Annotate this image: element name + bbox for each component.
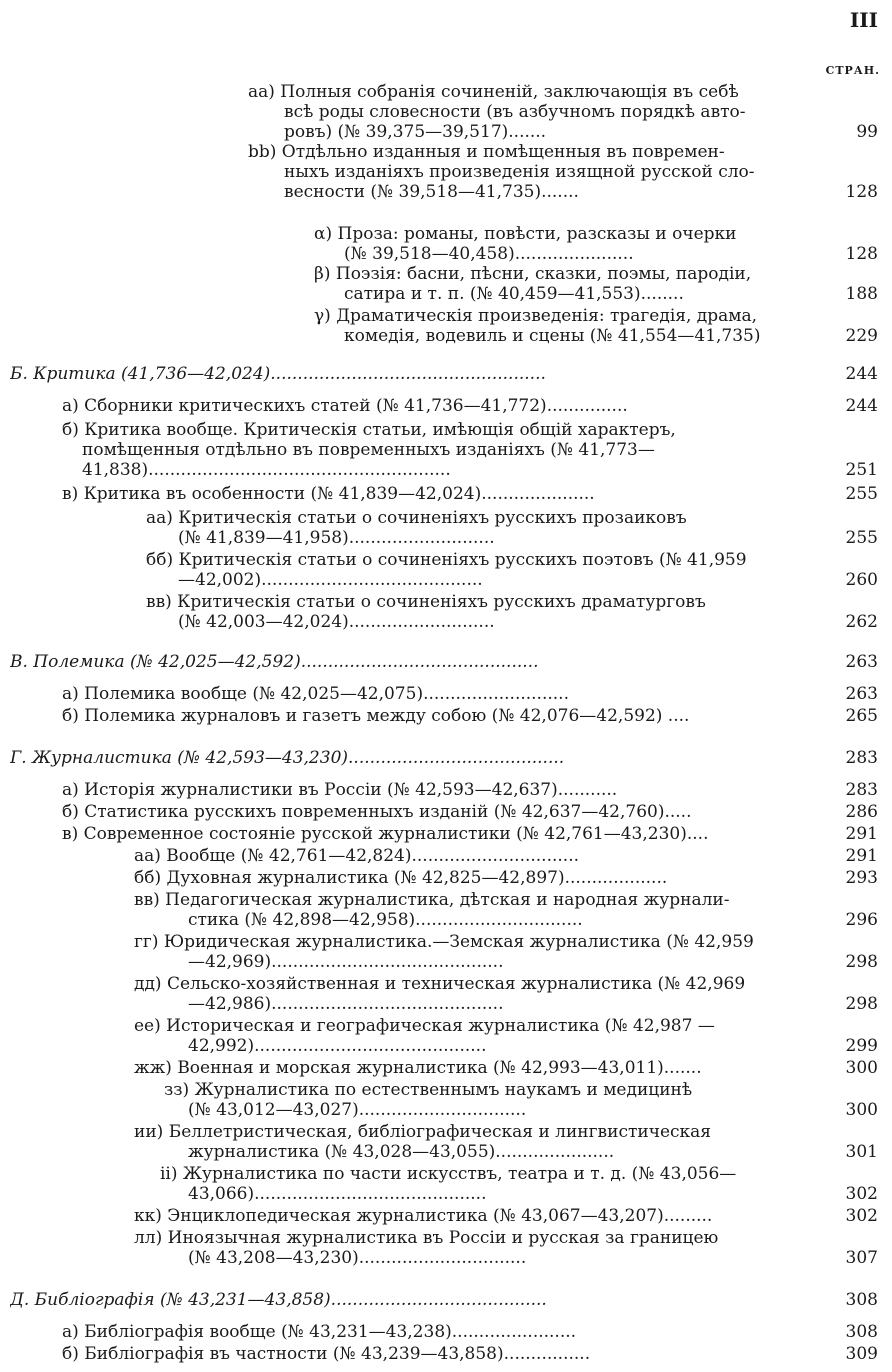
toc-entry-page: 251 bbox=[845, 460, 878, 480]
toc-entry-text: бб) Критическія статьи о сочиненіяхъ русскихъ поэтовъ (№ 41,959 bbox=[146, 550, 747, 570]
toc-entry-page: 291 bbox=[845, 846, 878, 866]
toc-entry-page: 99 bbox=[856, 122, 878, 142]
toc-entry-text: б) Критика вообще. Критическія статьи, имѣющія общій характеръ, bbox=[62, 420, 676, 440]
toc-entry bbox=[0, 868, 892, 888]
toc-entry bbox=[0, 1164, 892, 1204]
toc-entry-text: а) Библіографія вообще (№ 43,231—43,238)....................... bbox=[62, 1322, 577, 1342]
toc-entry-page: 128 bbox=[845, 244, 878, 264]
toc-entry bbox=[0, 1058, 892, 1078]
toc-entry-page: 309 bbox=[845, 1344, 878, 1364]
toc-entry-text: (№ 43,208—43,230)............................... bbox=[188, 1248, 527, 1268]
toc-entry-text: 42,992)........................................... bbox=[188, 1036, 487, 1056]
toc-entry-text: —42,986)........................................... bbox=[188, 994, 504, 1014]
page-number: III bbox=[849, 8, 878, 32]
toc-entry bbox=[0, 748, 892, 768]
toc-entry-text: комедія, водевиль и сцены (№ 41,554—41,735) bbox=[344, 326, 761, 346]
toc-entry-text: б) Статистика русскихъ повременныхъ изданій (№ 42,637—42,760)..... bbox=[62, 802, 692, 822]
toc-entry-text: в) Критика въ особенности (№ 41,839—42,024)..................... bbox=[62, 484, 595, 504]
toc-entry-page: 286 bbox=[845, 802, 878, 822]
toc-entry-page: 263 bbox=[845, 652, 878, 672]
toc-entry-text: вв) Педагогическая журналистика, дѣтская и народная журнали- bbox=[134, 890, 730, 910]
toc-entry bbox=[0, 1344, 892, 1364]
toc-entry-page: 298 bbox=[845, 952, 878, 972]
toc-entry-page: 296 bbox=[845, 910, 878, 930]
toc-entry bbox=[0, 932, 892, 972]
toc-entry bbox=[0, 652, 892, 672]
toc-entry-page: 263 bbox=[845, 684, 878, 704]
toc-entry-text: дд) Сельско-хозяйственная и техническая журналистика (№ 42,969 bbox=[134, 974, 746, 994]
toc-entry-page: 283 bbox=[845, 780, 878, 800]
toc-entry bbox=[0, 224, 892, 264]
toc-entry-text: аа) Полныя собранія сочиненій, заключающія въ себѣ bbox=[248, 82, 739, 102]
toc-entry-text: кк) Энциклопедическая журналистика (№ 43,067—43,207)......... bbox=[134, 1206, 713, 1226]
toc-entry bbox=[0, 306, 892, 346]
toc-entry-text: Г. Журналистика (№ 42,593—43,230)........................................ bbox=[10, 748, 565, 768]
toc-entry-page: 301 bbox=[845, 1142, 878, 1162]
toc-entry-page: 265 bbox=[845, 706, 878, 726]
toc-entry bbox=[0, 142, 892, 202]
toc-entry-text: γ) Драматическія произведенія: трагедія, драма, bbox=[314, 306, 758, 326]
toc-entry bbox=[0, 890, 892, 930]
toc-entry-page: 244 bbox=[845, 396, 878, 416]
toc-entry-text: зз) Журналистика по естественнымъ наукамъ и медицинѣ bbox=[164, 1080, 693, 1100]
toc-entry bbox=[0, 82, 892, 142]
toc-entry-text: 43,066)........................................... bbox=[188, 1184, 487, 1204]
toc-entry bbox=[0, 706, 892, 726]
toc-entry bbox=[0, 974, 892, 1014]
toc-entry-page: 244 bbox=[845, 364, 878, 384]
toc-entry-page: 255 bbox=[845, 484, 878, 504]
toc-entry-text: Д. Библіографія (№ 43,231—43,858)........................................ bbox=[10, 1290, 547, 1310]
toc-entry-text: (№ 41,839—41,958)........................... bbox=[178, 528, 495, 548]
toc-entry bbox=[0, 420, 892, 480]
toc-entry bbox=[0, 802, 892, 822]
toc-entry-page: 298 bbox=[845, 994, 878, 1014]
toc-entry bbox=[0, 1016, 892, 1056]
toc-entry-page: 229 bbox=[845, 326, 878, 346]
toc-entry-text: аа) Критическія статьи о сочиненіяхъ русскихъ прозаиковъ bbox=[146, 508, 687, 528]
toc-entry bbox=[0, 780, 892, 800]
toc-entry-text: всѣ роды словесности (въ азбучномъ порядкѣ авто- bbox=[284, 102, 746, 122]
toc-entry-text: вв) Критическія статьи о сочиненіяхъ русскихъ драматурговъ bbox=[146, 592, 706, 612]
toc-entry-page: 291 bbox=[845, 824, 878, 844]
toc-entry-text: (№ 43,012—43,027)............................... bbox=[188, 1100, 527, 1120]
toc-entry bbox=[0, 846, 892, 866]
toc-entry bbox=[0, 1290, 892, 1310]
toc-entry bbox=[0, 1228, 892, 1268]
toc-entry-page: 255 bbox=[845, 528, 878, 548]
toc-entry bbox=[0, 508, 892, 548]
page-column-label: СТРАН. bbox=[825, 64, 880, 77]
toc-entry-page: 188 bbox=[845, 284, 878, 304]
toc-entry bbox=[0, 264, 892, 304]
toc-entry-text: весности (№ 39,518—41,735)....... bbox=[284, 182, 579, 202]
toc-entry-page: 302 bbox=[845, 1184, 878, 1204]
toc-entry bbox=[0, 364, 892, 384]
toc-entry-page: 308 bbox=[845, 1322, 878, 1342]
toc-entry-page: 300 bbox=[845, 1058, 878, 1078]
toc-entry-text: ii) Журналистика по части искусствъ, театра и т. д. (№ 43,056— bbox=[160, 1164, 737, 1184]
toc-entry-text: журналистика (№ 43,028—43,055)...................... bbox=[188, 1142, 615, 1162]
toc-entry-text: —42,002)......................................... bbox=[178, 570, 483, 590]
toc-entry-page: 283 bbox=[845, 748, 878, 768]
toc-entry-text: —42,969)........................................... bbox=[188, 952, 504, 972]
toc-entry bbox=[0, 824, 892, 844]
toc-entry-text: аа) Вообще (№ 42,761—42,824)............................... bbox=[134, 846, 580, 866]
toc-entry-text: ии) Беллетристическая, библіографическая и лингвистическая bbox=[134, 1122, 712, 1142]
toc-entry-text: а) Исторія журналистики въ Россіи (№ 42,593—42,637)........... bbox=[62, 780, 618, 800]
toc-entry bbox=[0, 484, 892, 504]
toc-entry-text: лл) Иноязычная журналистика въ Россіи и русская за границею bbox=[134, 1228, 719, 1248]
toc-entry-text: жж) Военная и морская журналистика (№ 42,993—43,011)....... bbox=[134, 1058, 702, 1078]
toc-entry-text: (№ 39,518—40,458)...................... bbox=[344, 244, 634, 264]
toc-entry bbox=[0, 684, 892, 704]
toc-entry-text: б) Библіографія въ частности (№ 43,239—43,858)................ bbox=[62, 1344, 591, 1364]
toc-entry-text: bb) Отдѣльно изданныя и помѣщенныя въ повремен- bbox=[248, 142, 725, 162]
toc-entry-page: 293 bbox=[845, 868, 878, 888]
toc-entry bbox=[0, 550, 892, 590]
toc-entry-page: 128 bbox=[845, 182, 878, 202]
toc-entry-text: ее) Историческая и географическая журналистика (№ 42,987 — bbox=[134, 1016, 715, 1036]
toc-entry bbox=[0, 1206, 892, 1226]
toc-entry-text: β) Поэзія: басни, пѣсни, сказки, поэмы, пародіи, bbox=[314, 264, 752, 284]
toc-entry-text: α) Проза: романы, повѣсти, разсказы и очерки bbox=[314, 224, 737, 244]
toc-entry-text: помѣщенныя отдѣльно въ повременныхъ изданіяхъ (№ 41,773— bbox=[82, 440, 655, 460]
toc-entry-text: бб) Духовная журналистика (№ 42,825—42,897)................... bbox=[134, 868, 668, 888]
toc-entry-page: 262 bbox=[845, 612, 878, 632]
toc-entry-text: ныхъ изданіяхъ произведенія изящной русской сло- bbox=[284, 162, 755, 182]
toc-entry bbox=[0, 396, 892, 416]
toc-entry-text: стика (№ 42,898—42,958)............................... bbox=[188, 910, 583, 930]
toc-entry-page: 300 bbox=[845, 1100, 878, 1120]
toc-entry-text: 41,838)........................................................ bbox=[82, 460, 451, 480]
toc-entry bbox=[0, 1080, 892, 1120]
toc-entry-text: Б. Критика (41,736—42,024)................................................... bbox=[10, 364, 546, 384]
toc-entry bbox=[0, 592, 892, 632]
toc-entry bbox=[0, 1322, 892, 1342]
toc-entry-text: а) Сборники критическихъ статей (№ 41,736—41,772)............... bbox=[62, 396, 628, 416]
toc-entry-page: 307 bbox=[845, 1248, 878, 1268]
toc-entry-text: В. Полемика (№ 42,025—42,592)............................................ bbox=[10, 652, 539, 672]
toc-entry-page: 308 bbox=[845, 1290, 878, 1310]
toc-entry-page: 260 bbox=[845, 570, 878, 590]
toc-entry-text: сатира и т. п. (№ 40,459—41,553)........ bbox=[344, 284, 684, 304]
toc-entry-text: гг) Юридическая журналистика.—Земская журналистика (№ 42,959 bbox=[134, 932, 754, 952]
toc-entry-page: 299 bbox=[845, 1036, 878, 1056]
toc-entry-text: в) Современное состояніе русской журналистики (№ 42,761—43,230).... bbox=[62, 824, 709, 844]
toc-entry-text: а) Полемика вообще (№ 42,025—42,075)........................... bbox=[62, 684, 569, 704]
toc-entry bbox=[0, 1122, 892, 1162]
toc-entry-text: ровъ) (№ 39,375—39,517)....... bbox=[284, 122, 547, 142]
toc-entry-text: (№ 42,003—42,024)........................... bbox=[178, 612, 495, 632]
toc-entry-page: 302 bbox=[845, 1206, 878, 1226]
toc-entry-text: б) Полемика журналовъ и газетъ между собою (№ 42,076—42,592) .... bbox=[62, 706, 690, 726]
